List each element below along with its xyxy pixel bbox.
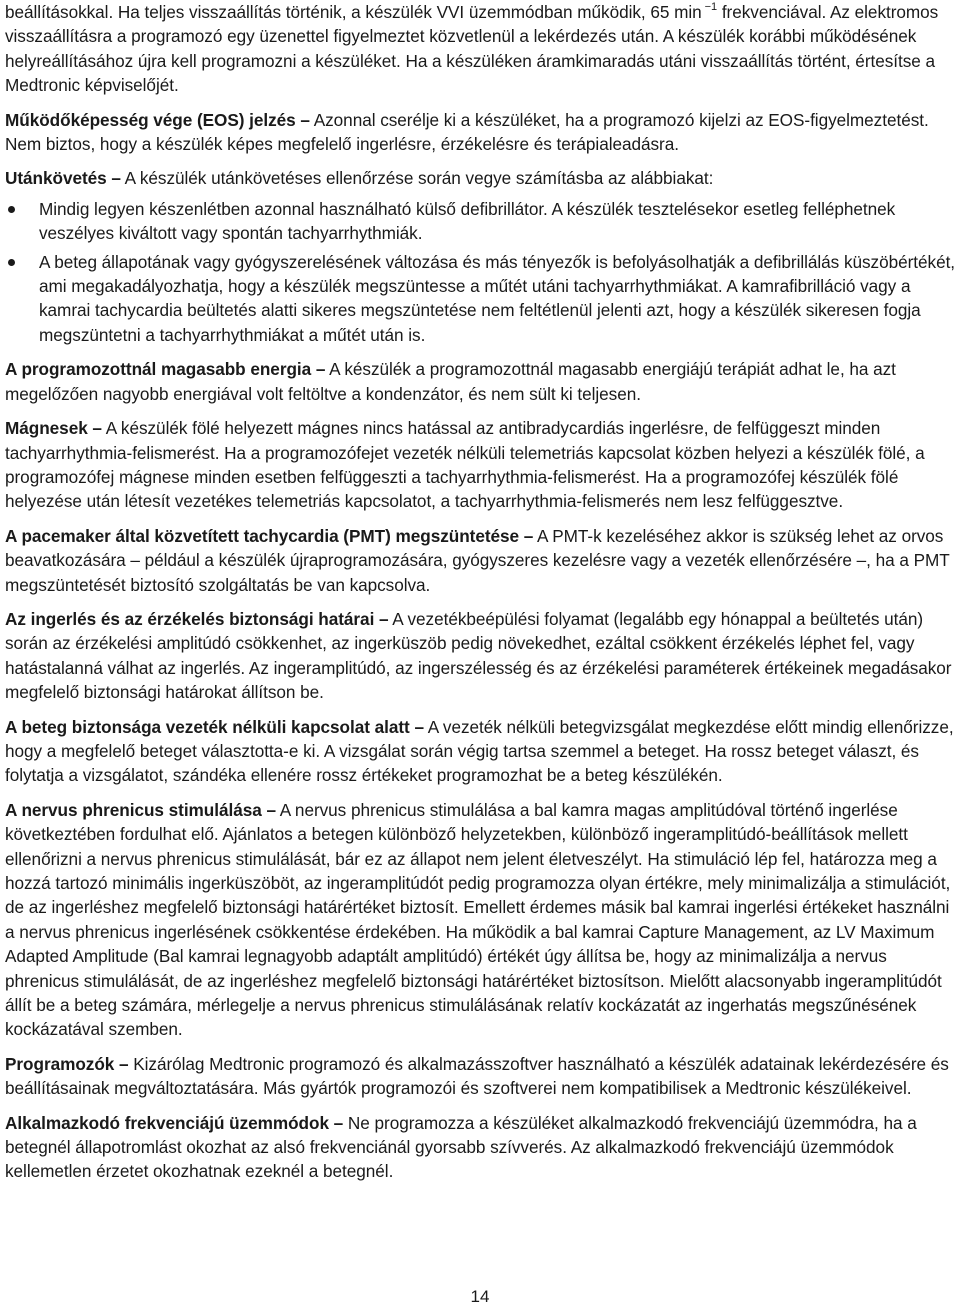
bullet-icon	[8, 259, 15, 266]
phrenic-paragraph	[5, 798, 957, 1042]
list-item	[5, 197, 957, 246]
unit-exponent: −1	[701, 1, 718, 14]
higher-energy-paragraph	[5, 357, 957, 406]
list-item	[5, 250, 957, 348]
pmt-paragraph	[5, 524, 957, 597]
programmers-paragraph	[5, 1052, 957, 1101]
safety-margins-paragraph	[5, 607, 957, 705]
rate-adaptive-heading: Alkalmazkodó frekvenciájú üzemmódok –	[5, 1112, 344, 1133]
magnets-body: A készülék fölé helyezett mágnes nincs hatással az antibradycardiás ingerlésre, de felfüggeszt minden tachyarrhythmia-felismerést. Ha a programozófejet vezeték nélküli telemetriás kapcsolat közben helyezi a készülék fölé, a programozófej mágnese minden esetben felfüggeszti a tachyarrhythmia-felismerést. Ha a programozófej készülék fölé helyezése után létesít vezetékes telemetriás kapcsolatot, a tachyarrhythmia-felismerés nem lesz felfüggesztve.	[5, 418, 925, 512]
rate-adaptive-paragraph	[5, 1111, 957, 1184]
wireless-safety-body: A vezeték nélküli betegvizsgálat megkezdése előtt mindig ellenőrizze, hogy a megfelelő beteget választotta-e ki. A vizsgálat során végig tartsa szemmel a beteget. Ha rossz beteget választ, és folytatja a vizsgálatot, szándéka ellenére rossz értékeket programozhat be a beteg készülékén.	[5, 716, 954, 786]
followup-body: A készülék utánkövetéses ellenőrzése során vegye számításba az alábbiakat:	[120, 168, 714, 189]
pmt-body: A PMT-k kezeléséhez akkor is szükség lehet az orvos beavatkozására – például a készülék újraprogramozására, gyógyszeres kezelésre vagy a vezeték ellenőrzésére –, ha a PMT megszüntetését biztosító szolgáltatás be van kapcsolva.	[5, 525, 950, 595]
eos-paragraph	[5, 108, 957, 157]
followup-bullet-list	[5, 197, 957, 347]
followup-heading: Utánkövetés –	[5, 168, 121, 189]
rate-adaptive-body: Ne programozza a készüléket alkalmazkodó frekvenciájú üzemmódra, ha a betegnél állapotromlást okozhat az alsó frekvenciánál gyorsabb szívverés. Az alkalmazkodó frekvenciájú üzemmódok kellemetlen érzetet okozhatnak ezeknél a betegnél.	[5, 1112, 917, 1182]
magnets-paragraph	[5, 416, 957, 514]
safety-margins-body: A vezetékbeépülési folyamat (legalább egy hónappal a beültetés után) során az érzékelési amplitúdó csökkenhet, az ingerküszöb pedig növekedhet, ezáltal csökkent érzékelés léphet fel, vagy hatástalanná válhat az ingerlés. Az ingeramplitúdó, az ingerszélesség és az érzékelési paraméterek értékeinek megadásakor megfelelő biztonsági határokat állítson be.	[5, 608, 952, 703]
programmers-body: Kizárólag Medtronic programozó és alkalmazásszoftver használható a készülék adatainak lekérdezésére és beállításainak megváltoztatására. Más gyártók programozói és szoftverei nem kompatibilisek a Medtronic készülékeivel.	[5, 1053, 949, 1099]
page-number: 14	[470, 1287, 490, 1306]
eos-body: Azonnal cserélje ki a készüléket, ha a programozó kijelzi az EOS-figyelmeztetést. Nem biztos, hogy a készülék képes megfelelő ingerlésre, érzékelésre és terápialeadásra.	[5, 109, 929, 155]
phrenic-body: A nervus phrenicus stimulálása a bal kamra magas amplitúdóval történő ingerlése következtében fordulhat elő. Ajánlatos a betegen különböző helyzetekben, különböző ingeramplitúdó-beállítások mellett ellenőrizni a nervus phrenicus stimulálását, bár ez az állapot nem jelent életveszélyt. Ha stimuláció lép fel, határozza meg a hozzá tartozó minimális ingerküszöböt, az ingeramplitúdót pedig programozza olyan értékre, mely minimalizálja a stimulációt, de az ingerléshez megfelelő biztonsági határértéket biztosít. Emellett érdemes másik bal kamrai ingerlési értékeket használni a nervus phrenicus ingerlésének csökkentése érdekében. Ha működik a bal kamrai Capture Management, az LV Maximum Adapted Amplitude (Bal kamrai legnagyobb adaptált amplitúdó) értékét úgy állítsa be, hogy az minimalizálja a nervus phrenicus stimulálását, de az ingerléshez megfelelő biztonsági határértéket biztosítson. Mielőtt alacsonyabb ingeramplitúdót állít be a beteg számára, mérlegelje a nervus phrenicus stimulálásának relatív kockázatát az ingerhatás megszűnésének kockázatával szemben.	[5, 799, 951, 1040]
higher-energy-body: A készülék a programozottnál magasabb energiájú terápiát adhat le, ha azt megelőzően nagyobb energiával volt feltöltve a kondenzátor, és nem sült ki teljesen.	[5, 359, 896, 404]
intro-paragraph	[5, 0, 957, 98]
safety-margins-heading: Az ingerlés és az érzékelés biztonsági határai –	[5, 608, 389, 629]
wireless-safety-heading: A beteg biztonsága vezeték nélküli kapcsolat alatt –	[5, 716, 424, 737]
intro-text-a: beállításokkal. Ha teljes visszaállítás történik, a készülék VVI üzemmódban működik, 65 min	[5, 2, 702, 22]
magnets-heading: Mágnesek –	[5, 418, 102, 439]
followup-paragraph	[5, 166, 957, 190]
bullet-icon	[8, 206, 15, 213]
higher-energy-heading: A programozottnál magasabb energia –	[5, 359, 326, 380]
bullet-text: A beteg állapotának vagy gyógyszerelésének változása és más tényezők is befolyásolhatják a defibrillálás küszöbértékét, ami megakadályozhatja, hogy a készülék megszüntesse a műtét utáni tachyarrhythmiákat. A kamrafibrilláció vagy a kamrai tachycardia beültetés alatti sikeres megszüntetése nem feltétlenül jelenti azt, hogy a készülék sikeresen fogja megszüntetni a tachyarrhythmiákat a műtét után is.	[39, 251, 956, 345]
intro-text-b: frekvenciával. Az elektromos visszaállításra a programozó egy üzenettel figyelmeztet közvetlenül a lekérdezés után. A készülék korábbi működésének helyreállításához újra kell programozni a készüléket. Ha a készüléken áramkimaradás utáni visszaállítás történt, értesítse a Medtronic képviselőjét.	[5, 2, 939, 96]
wireless-safety-paragraph	[5, 715, 957, 788]
programmers-heading: Programozók –	[5, 1053, 129, 1074]
pmt-heading: A pacemaker által közvetített tachycardia (PMT) megszüntetése –	[5, 525, 534, 546]
bullet-text: Mindig legyen készenlétben azonnal használható külső defibrillátor. A készülék tesztelésekor esetleg felléphetnek veszélyes kiváltott vagy spontán tachyarrhythmiák.	[39, 198, 896, 244]
eos-heading: Működőképesség vége (EOS) jelzés –	[5, 109, 310, 130]
phrenic-heading: A nervus phrenicus stimulálása –	[5, 799, 276, 820]
document-page	[5, 0, 957, 1194]
